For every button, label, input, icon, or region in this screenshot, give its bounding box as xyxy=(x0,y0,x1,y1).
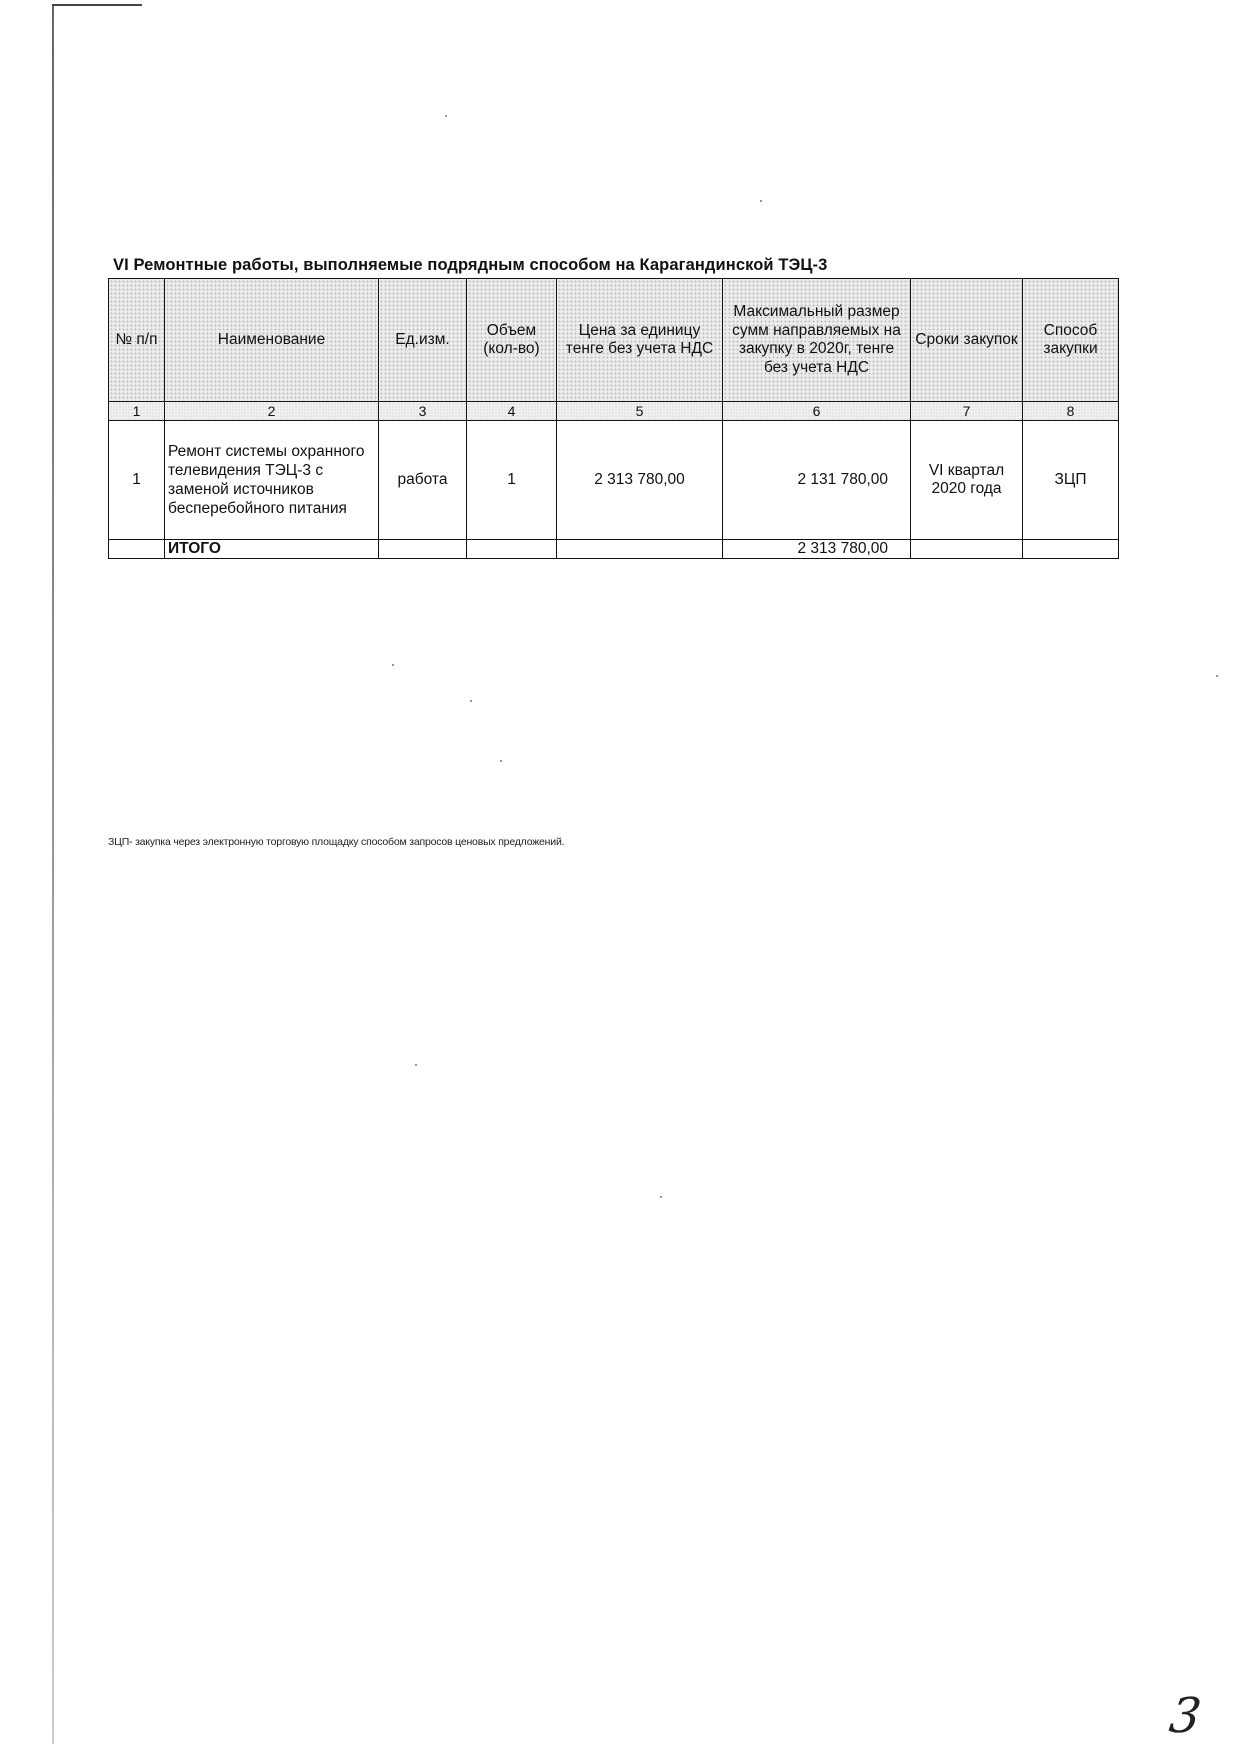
empty-cell xyxy=(911,540,1023,559)
scan-edge-left xyxy=(52,4,54,1744)
column-number: 4 xyxy=(467,402,557,421)
empty-cell xyxy=(109,540,165,559)
total-row xyxy=(109,540,1119,559)
footnote: ЗЦП- закупка через электронную торговую площадку способом запросов ценовых предложений. xyxy=(108,836,565,848)
header-cell: Наименование xyxy=(165,279,379,402)
scan-speck xyxy=(660,1196,662,1198)
procurement-method: ЗЦП xyxy=(1023,421,1119,540)
procurement-table xyxy=(108,278,1119,559)
header-cell: Объем (кол-во) xyxy=(467,279,557,402)
header-cell: Цена за единицу тенге без учета НДС xyxy=(557,279,723,402)
handwritten-page-number: 3 xyxy=(1166,1688,1205,1744)
procurement-period: VI квартал 2020 года xyxy=(911,421,1023,540)
scan-speck xyxy=(760,200,762,202)
column-number: 6 xyxy=(723,402,911,421)
scan-edge-top xyxy=(52,4,142,6)
header-cell: Ед.изм. xyxy=(379,279,467,402)
header-cell: № п/п xyxy=(109,279,165,402)
table-row xyxy=(109,421,1119,540)
scan-speck xyxy=(470,700,472,702)
table-header-row xyxy=(109,279,1119,402)
quantity: 1 xyxy=(467,421,557,540)
header-cell: Сроки закупок xyxy=(911,279,1023,402)
scan-speck xyxy=(415,1064,417,1066)
empty-cell xyxy=(557,540,723,559)
column-number-row xyxy=(109,402,1119,421)
column-number: 3 xyxy=(379,402,467,421)
scan-speck xyxy=(392,664,394,666)
column-number: 5 xyxy=(557,402,723,421)
empty-cell xyxy=(379,540,467,559)
column-number: 2 xyxy=(165,402,379,421)
empty-cell xyxy=(467,540,557,559)
column-number: 8 xyxy=(1023,402,1119,421)
scan-speck xyxy=(445,115,447,117)
max-sum: 2 131 780,00 xyxy=(723,421,911,540)
total-label: ИТОГО xyxy=(165,540,379,559)
total-sum: 2 313 780,00 xyxy=(723,540,911,559)
section-title: VI Ремонтные работы, выполняемые подрядным способом на Карагандинской ТЭЦ-3 xyxy=(113,256,828,274)
scan-speck xyxy=(1216,675,1218,677)
column-number: 7 xyxy=(911,402,1023,421)
column-number: 1 xyxy=(109,402,165,421)
header-cell: Максимальный размер сумм направляемых на закупку в 2020г, тенге без учета НДС xyxy=(723,279,911,402)
empty-cell xyxy=(1023,540,1119,559)
unit-price: 2 313 780,00 xyxy=(557,421,723,540)
header-cell: Способ закупки xyxy=(1023,279,1119,402)
item-name: Ремонт системы охранного телевидения ТЭЦ-3 с заменой источников бесперебойного питания xyxy=(165,421,379,540)
scan-speck xyxy=(500,760,502,762)
unit-of-measure: работа xyxy=(379,421,467,540)
row-number: 1 xyxy=(109,421,165,540)
